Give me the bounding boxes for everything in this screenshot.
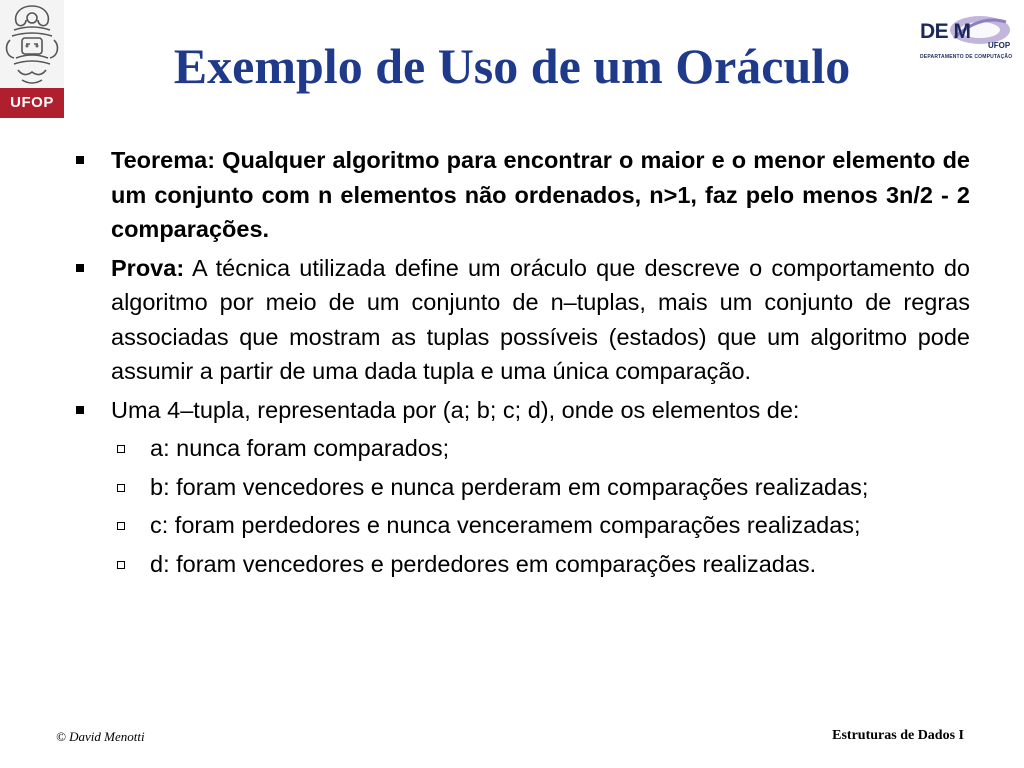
bullet-theorem-text: Teorema: Qualquer algoritmo para encontrar o maior e o menor elemento de um conjunto com n elementos não ordenados, n>1, faz pelo menos 3n/2 - 2 comparações.	[111, 147, 970, 242]
subitem-b-text: b: foram vencedores e nunca perderam em comparações realizadas;	[150, 473, 869, 500]
ufop-band-label: UFOP	[0, 88, 64, 118]
slide-content	[72, 143, 970, 585]
subitem-c	[111, 508, 970, 543]
decom-logo-department: DEPARTAMENTO DE COMPUTAÇÃO	[920, 54, 1013, 60]
bullet-marker-icon	[76, 264, 84, 272]
hollow-square-bullet-icon	[117, 561, 125, 569]
bullet-tuple	[72, 393, 970, 428]
decom-logo-text: DE M	[920, 20, 971, 43]
subitem-b	[111, 470, 970, 505]
bullet-marker-icon	[76, 406, 84, 414]
hollow-square-bullet-icon	[117, 522, 125, 530]
hollow-square-bullet-icon	[117, 445, 125, 453]
subitem-d	[111, 547, 970, 582]
footer-course: Estruturas de Dados I	[832, 728, 964, 743]
bullet-tuple-text: Uma 4–tupla, representada por (a; b; c; d), onde os elementos de:	[111, 396, 800, 423]
subitem-d-text: d: foram vencedores e perdedores em comparações realizadas.	[150, 550, 817, 577]
bullet-marker-icon	[76, 156, 84, 164]
bullet-proof	[72, 251, 970, 389]
footer-author: © David Menotti	[56, 729, 145, 744]
decom-logo-ufop: UFOP	[988, 41, 1011, 50]
hollow-square-bullet-icon	[117, 484, 125, 492]
subitem-a	[111, 431, 970, 466]
subitem-c-text: c: foram perdedores e nunca venceramem comparações realizadas;	[150, 512, 861, 538]
slide-title: Exemplo de Uso de um Oráculo	[173, 38, 851, 94]
subitem-a-text: a: nunca foram comparados;	[150, 435, 450, 461]
bullet-theorem	[72, 143, 970, 247]
bullet-proof-text: A técnica utilizada define um oráculo que descreve o comportamento do algoritmo por meio de um conjunto de n–tuplas, mais um conjunto de regras associadas que mostram as tuplas possíveis (estados) que um algoritmo pode assumir a partir de uma dada tupla e uma única comparação.	[111, 254, 970, 384]
bullet-proof-lead: Prova:	[111, 254, 185, 281]
